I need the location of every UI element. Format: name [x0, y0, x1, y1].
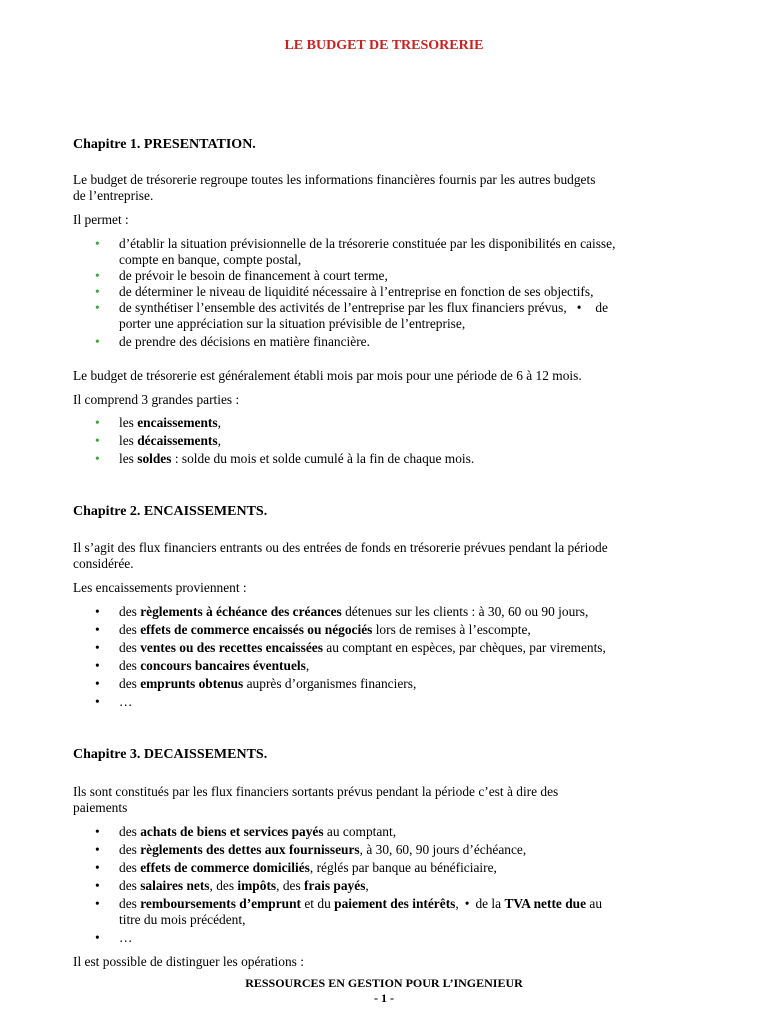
bullet-icon: • [95, 658, 100, 673]
list-item: • des effets de commerce domiciliés, réglés par banque au bénéficiaire, [95, 860, 497, 875]
list-item: • les soldes : solde du mois et solde cumulé à la fin de chaque mois. [95, 451, 475, 466]
inline-bullet-icon: • [576, 300, 582, 315]
list-item: • de prévoir le besoin de financement à court terme, [95, 268, 388, 283]
list-item: • des emprunts obtenus auprès d’organismes financiers, [95, 676, 417, 691]
list-item: • de prendre des décisions en matière financière. [95, 334, 370, 349]
bullet-icon: • [95, 896, 100, 911]
list-item: • les encaissements, [95, 415, 221, 430]
bullet-icon: • [95, 236, 100, 251]
list-item: • des règlements des dettes aux fournisseurs, à 30, 60, 90 jours d’échéance, [95, 842, 527, 857]
list-item: • des salaires nets, des impôts, des frais payés, [95, 878, 369, 893]
bullet-icon: • [95, 334, 100, 349]
list-item: • des achats de biens et services payés au comptant, [95, 824, 397, 839]
ch3-intro-line1: Ils sont constitués par les flux financiers sortants prévus pendant la période c’est à dire des [73, 784, 559, 799]
chapter-3-heading: Chapitre 3. DECAISSEMENTS. [73, 747, 268, 762]
list-item: • … [95, 694, 133, 709]
ch1-intro-line1: Le budget de trésorerie regroupe toutes les informations financières fournis par les autres budgets [73, 172, 596, 187]
bullet-icon: • [95, 676, 100, 691]
ch1-intro-line2: de l’entreprise. [73, 188, 154, 203]
list-item: • de synthétiser l’ensemble des activités de l’entreprise par les flux financiers prévus, • de [95, 300, 609, 315]
bullet-icon: • [95, 268, 100, 283]
bullet-icon: • [95, 415, 100, 430]
ch1-parts-list [0, 415, 699, 467]
ch3-possible: Il est possible de distinguer les opérations : [73, 954, 304, 969]
page-number: - 1 - [374, 991, 394, 1005]
bullet-icon: • [95, 640, 100, 655]
bullet-icon: • [95, 842, 100, 857]
bullet-icon: • [95, 694, 100, 709]
chapter-2-heading: Chapitre 2. ENCAISSEMENTS. [73, 504, 268, 519]
list-item: • de déterminer le niveau de liquidité nécessaire à l’entreprise en fonction de ses objectifs, [95, 284, 594, 299]
chapter-1-heading: Chapitre 1. PRESENTATION. [73, 137, 256, 152]
ch3-decaissements-list [0, 824, 699, 946]
inline-bullet-icon: • [464, 896, 470, 911]
bullet-icon: • [95, 930, 100, 945]
bullet-icon: • [95, 878, 100, 893]
list-item-continuation: compte en banque, compte postal, [119, 252, 302, 267]
ch2-provient: Les encaissements proviennent : [73, 580, 247, 595]
bullet-icon: • [95, 284, 100, 299]
list-item: • des effets de commerce encaissés ou négociés lors de remises à l’escompte, [95, 622, 531, 637]
ch2-encaissements-list [0, 604, 699, 710]
bullet-icon: • [95, 860, 100, 875]
bullet-icon: • [95, 622, 100, 637]
bullet-icon: • [95, 824, 100, 839]
ch2-intro-line1: Il s’agit des flux financiers entrants ou des entrées de fonds en trésorerie prévues pendant la période [73, 540, 608, 555]
list-item: • des remboursements d’emprunt et du paiement des intérêts, • de la TVA nette due au [95, 896, 603, 911]
list-item-continuation: titre du mois précédent, [119, 912, 246, 927]
bullet-icon: • [95, 300, 100, 315]
document-title: LE BUDGET DE TRESORERIE [284, 38, 484, 53]
list-item-continuation: porter une appréciation sur la situation prévisible de l’entreprise, [119, 316, 466, 331]
footer-title: RESSOURCES EN GESTION POUR L’INGENIEUR [245, 976, 523, 990]
bullet-icon: • [95, 433, 100, 448]
ch1-comprend: Il comprend 3 grandes parties : [73, 392, 240, 407]
list-item: • des règlements à échéance des créances détenues sur les clients : à 30, 60 ou 90 jours, [95, 604, 589, 619]
list-item: • des ventes ou des recettes encaissées au comptant en espèces, par chèques, par virements, [95, 640, 606, 655]
list-item: • … [95, 930, 133, 945]
list-item: • des concours bancaires éventuels, [95, 658, 310, 673]
list-item: • d’établir la situation prévisionnelle de la trésorerie constituée par les disponibilités en caisse, [95, 236, 616, 251]
ch2-intro-line2: considérée. [73, 556, 134, 571]
ch3-intro-line2: paiements [73, 800, 128, 815]
ch1-etabli: Le budget de trésorerie est généralement établi mois par mois pour une période de 6 à 12 mois. [73, 368, 582, 383]
bullet-icon: • [95, 604, 100, 619]
ch1-permet: Il permet : [73, 212, 129, 227]
ch1-purpose-list [0, 236, 699, 350]
bullet-icon: • [95, 451, 100, 466]
list-item: • les décaissements, [95, 433, 221, 448]
